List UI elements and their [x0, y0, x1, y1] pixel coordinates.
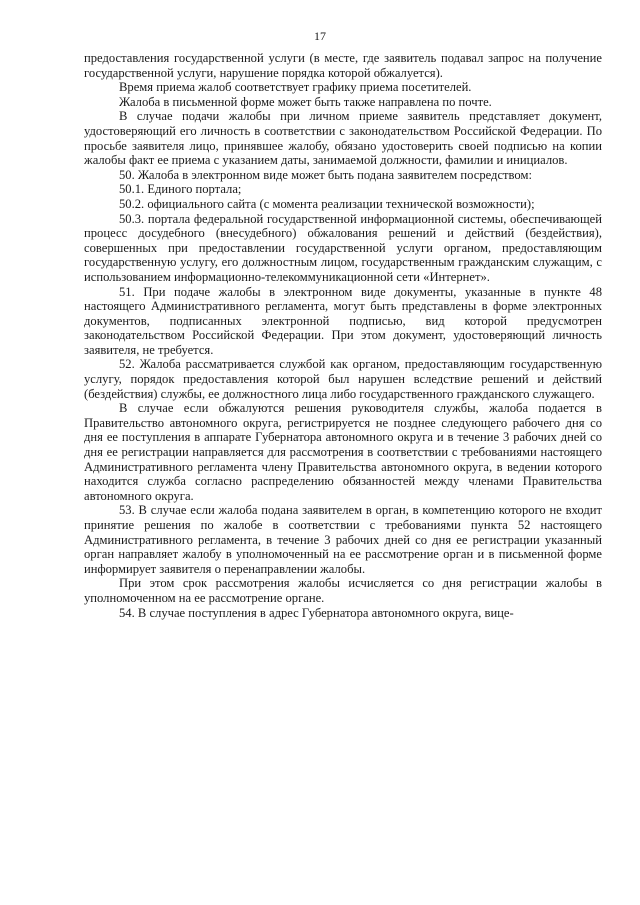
paragraph: 54. В случае поступления в адрес Губернатора автономного округа, вице- [119, 605, 514, 620]
paragraph: 51. При подаче жалобы в электронном виде документы, указанные в пункте 48 настоящего Административного регламента, могут быть представлены в форме электронных документов, подписанных электронной подписью, вид которой предусмотрен законодательством Российской Федерации. При этом документ, удостоверяющий личность заявителя, не требуется. [84, 284, 602, 357]
page-number: 17 [314, 29, 326, 43]
paragraph: 50.1. Единого портала; [119, 182, 242, 197]
body-text [84, 51, 602, 620]
paragraph: 50.2. официального сайта (с момента реализации технической возможности); [119, 196, 535, 211]
paragraph: 50.3. портала федеральной государственной информационной системы, обеспечивающей процесс досудебного (внесудебного) обжалования решений и действий (бездействия), совершенных при предоставлении государственной услуги органом, предоставляющим государственную услугу, его должностным лицом, государственным гражданским служащим, с использованием информационно-телекоммуникационной сети «Интернет». [84, 211, 602, 284]
paragraph: При этом срок рассмотрения жалобы исчисляется со дня регистрации жалобы в уполномоченном на ее рассмотрение органе. [84, 576, 602, 605]
paragraph: 50. Жалоба в электронном виде может быть подана заявителем посредством: [119, 167, 532, 182]
paragraph: В случае если обжалуются решения руководителя службы, жалоба подается в Правительство автономного округа, регистрируется не позднее следующего рабочего дня со дня ее поступления в аппарате Губернатора автономного округа и в течение 3 рабочих дней со дня ее регистрации направляется для рассмотрения в соответствии с требованиями настоящего Административного регламента члену Правительства автономного округа, в ведении которого находится служба согласно распределению обязанностей между членами Правительства автономного округа. [84, 401, 602, 503]
paragraph: 52. Жалоба рассматривается службой как органом, предоставляющим государственную услугу, порядок предоставления которой был нарушен вследствие решений и действий (бездействия) службы, ее должностного лица либо государственного гражданского служащего. [84, 357, 602, 401]
paragraph: Время приема жалоб соответствует графику приема посетителей. [119, 80, 472, 95]
paragraph: В случае подачи жалобы при личном приеме заявитель представляет документ, удостоверяющий его личность в соответствии с законодательством Российской Федерации. По просьбе заявителя лицо, принявшее жалобу, обязано удостоверить своей подписью на копии жалобы факт ее приема с указанием даты, занимаемой должности, фамилии и инициалов. [84, 109, 602, 168]
paragraph: Жалоба в письменной форме может быть также направлена по почте. [119, 94, 492, 109]
paragraph: 53. В случае если жалоба подана заявителем в орган, в компетенцию которого не входит принятие решения по жалобе в соответствии с требованиями пункта 52 настоящего Административного регламента, в течение 3 рабочих дней со дня ее регистрации указанный орган направляет жалобу в уполномоченный на ее рассмотрение орган и в письменной форме информирует заявителя о перенаправлении жалобы. [84, 503, 602, 576]
paragraph: предоставления государственной услуги (в месте, где заявитель подавал запрос на получение государственной услуги, нарушение порядка которой обжалуется). [84, 51, 602, 80]
